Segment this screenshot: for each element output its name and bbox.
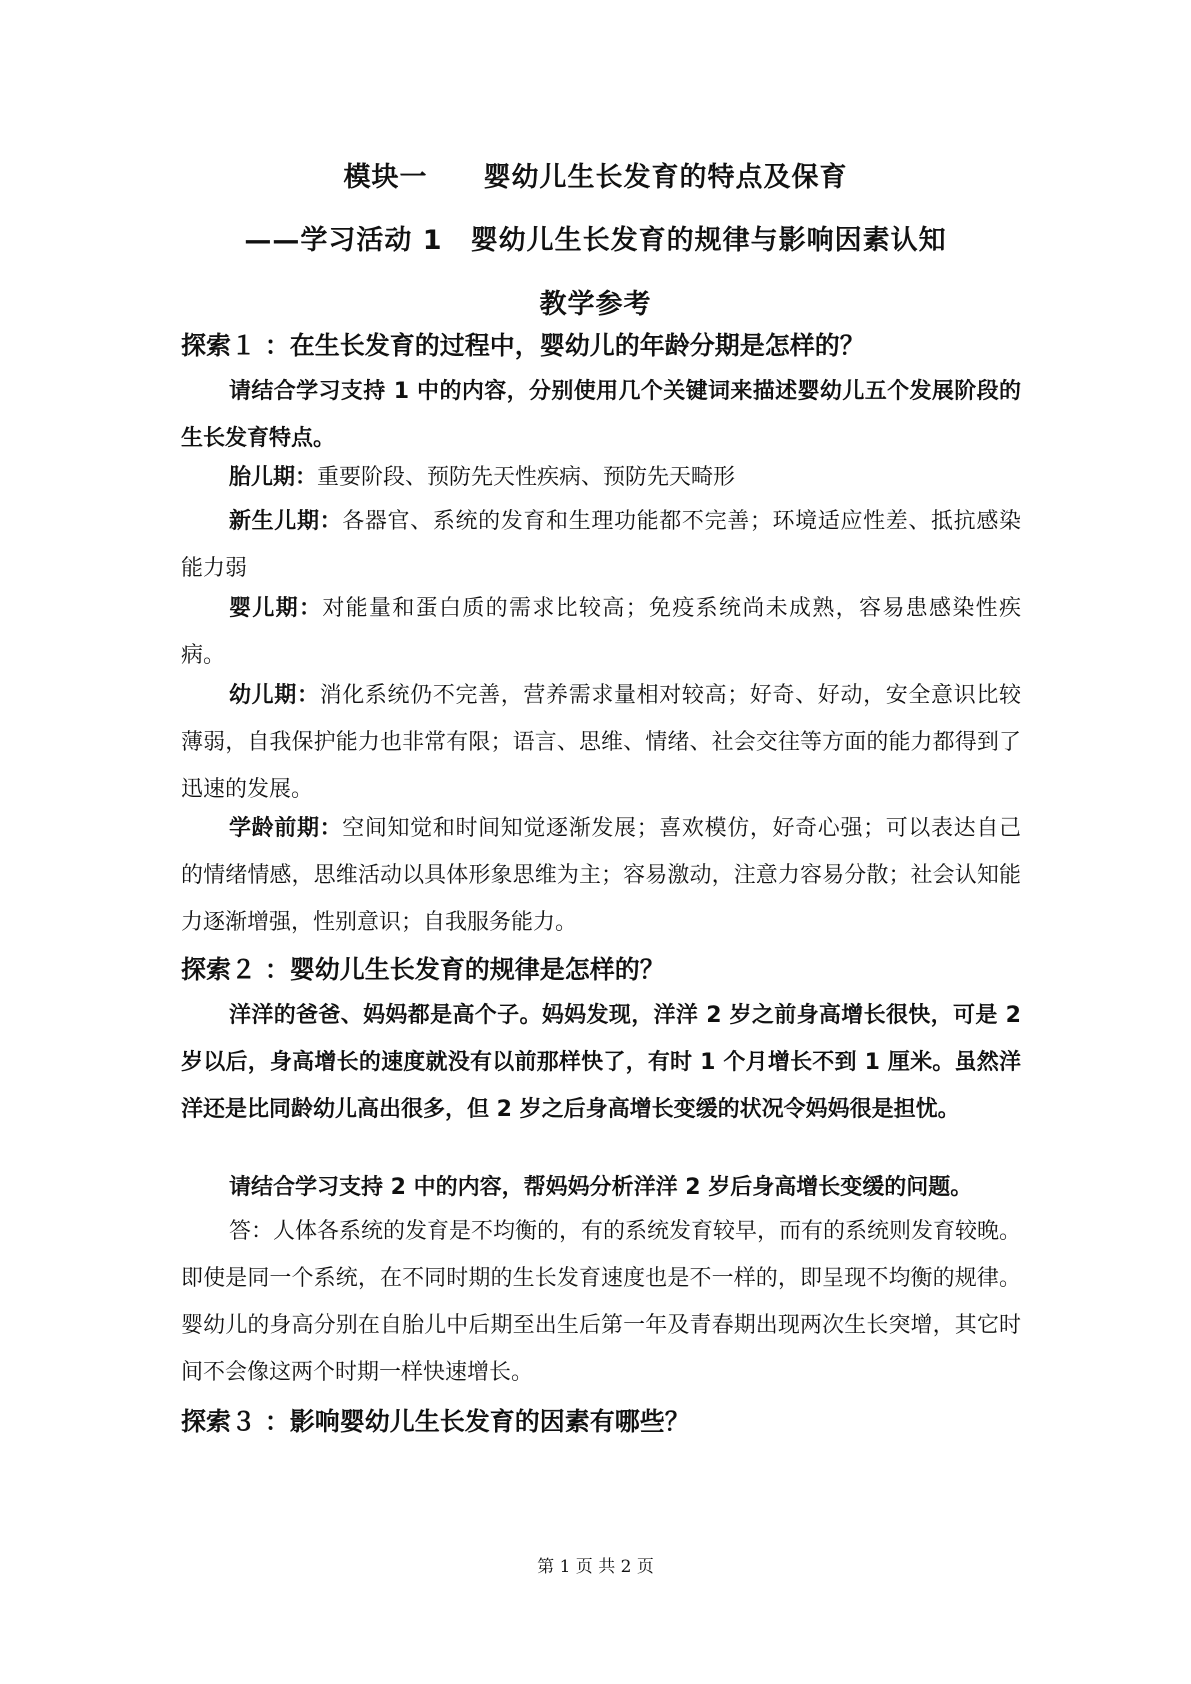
stage-text: 各器官、系统的发育和生理功能都不完善；环境适应性差、抵抗感染能力弱 bbox=[181, 509, 1021, 581]
stage-term: 新生儿期： bbox=[229, 509, 343, 534]
activity-title: ——学习活动 1 婴幼儿生长发育的规律与影响因素认知 bbox=[244, 225, 947, 256]
explore-3-heading: 探索３ ：影响婴幼儿生长发育的因素有哪些？ bbox=[181, 1407, 690, 1436]
module-title: 模块一 婴幼儿生长发育的特点及保育 bbox=[343, 162, 848, 193]
explore-2-question: 请结合学习支持 2 中的内容，帮妈妈分析洋洋 2 岁后身高增长变缓的问题。 bbox=[229, 1175, 973, 1200]
page-number: 第 1 页 共 2 页 bbox=[537, 1557, 654, 1577]
stage-term: 学龄前期： bbox=[229, 816, 343, 841]
explore-2-answer: 答：人体各系统的发育是不均衡的，有的系统发育较早，而有的系统则发育较晚。即使是同一个系统，在不同时期的生长发育速度也是不一样的，即呈现不均衡的规律。婴幼儿的身高分别在自胎儿中后期至出生后第一年及青春期出现两次生长突增，其它时间不会像这两个时期一样快速增长。 bbox=[181, 1219, 1022, 1385]
stage-text: 空间知觉和时间知觉逐渐发展；喜欢模仿，好奇心强；可以表达自己的情绪情感，思维活动以具体形象思维为主；容易激动，注意力容易分散；社会认知能力逐渐增强，性别意识；自我服务能力。 bbox=[181, 816, 1021, 935]
stage-term: 婴儿期： bbox=[229, 596, 323, 621]
explore-1-question: 请结合学习支持 1 中的内容，分别使用几个关键词来描述婴幼儿五个发展阶段的生长发育特点。 bbox=[181, 379, 1021, 451]
explore-1-heading: 探索１ ：在生长发育的过程中，婴幼儿的年龄分期是怎样的？ bbox=[181, 331, 865, 360]
stage-text: 对能量和蛋白质的需求比较高；免疫系统尚未成熟，容易患感染性疾病。 bbox=[181, 596, 1021, 668]
stage-fetal bbox=[181, 454, 1021, 501]
stage-neonatal bbox=[181, 498, 1021, 592]
stage-toddler bbox=[181, 672, 1021, 813]
stage-preschool bbox=[181, 805, 1021, 946]
stage-term: 胎儿期： bbox=[229, 465, 318, 490]
explore-2-case: 洋洋的爸爸、妈妈都是高个子。妈妈发现，洋洋 2 岁之前身高增长很快，可是 2 岁以后，身高增长的速度就没有以前那样快了，有时 1 个月增长不到 1 厘米。虽然洋洋还是比同龄幼儿高出很多，但 2 岁之后身高增长变缓的状况令妈妈很是担忧。 bbox=[181, 1003, 1021, 1122]
stage-term: 幼儿期： bbox=[229, 683, 320, 708]
stage-text: 重要阶段、预防先天性疾病、预防先天畸形 bbox=[317, 465, 736, 490]
reference-title: 教学参考 bbox=[539, 289, 652, 320]
explore-2-heading: 探索２ ：婴幼儿生长发育的规律是怎样的？ bbox=[181, 955, 665, 984]
stage-text: 消化系统仍不完善，营养需求量相对较高；好奇、好动，安全意识比较薄弱，自我保护能力也非常有限；语言、思维、情绪、社会交往等方面的能力都得到了迅速的发展。 bbox=[181, 683, 1021, 802]
stage-infant bbox=[181, 585, 1021, 679]
